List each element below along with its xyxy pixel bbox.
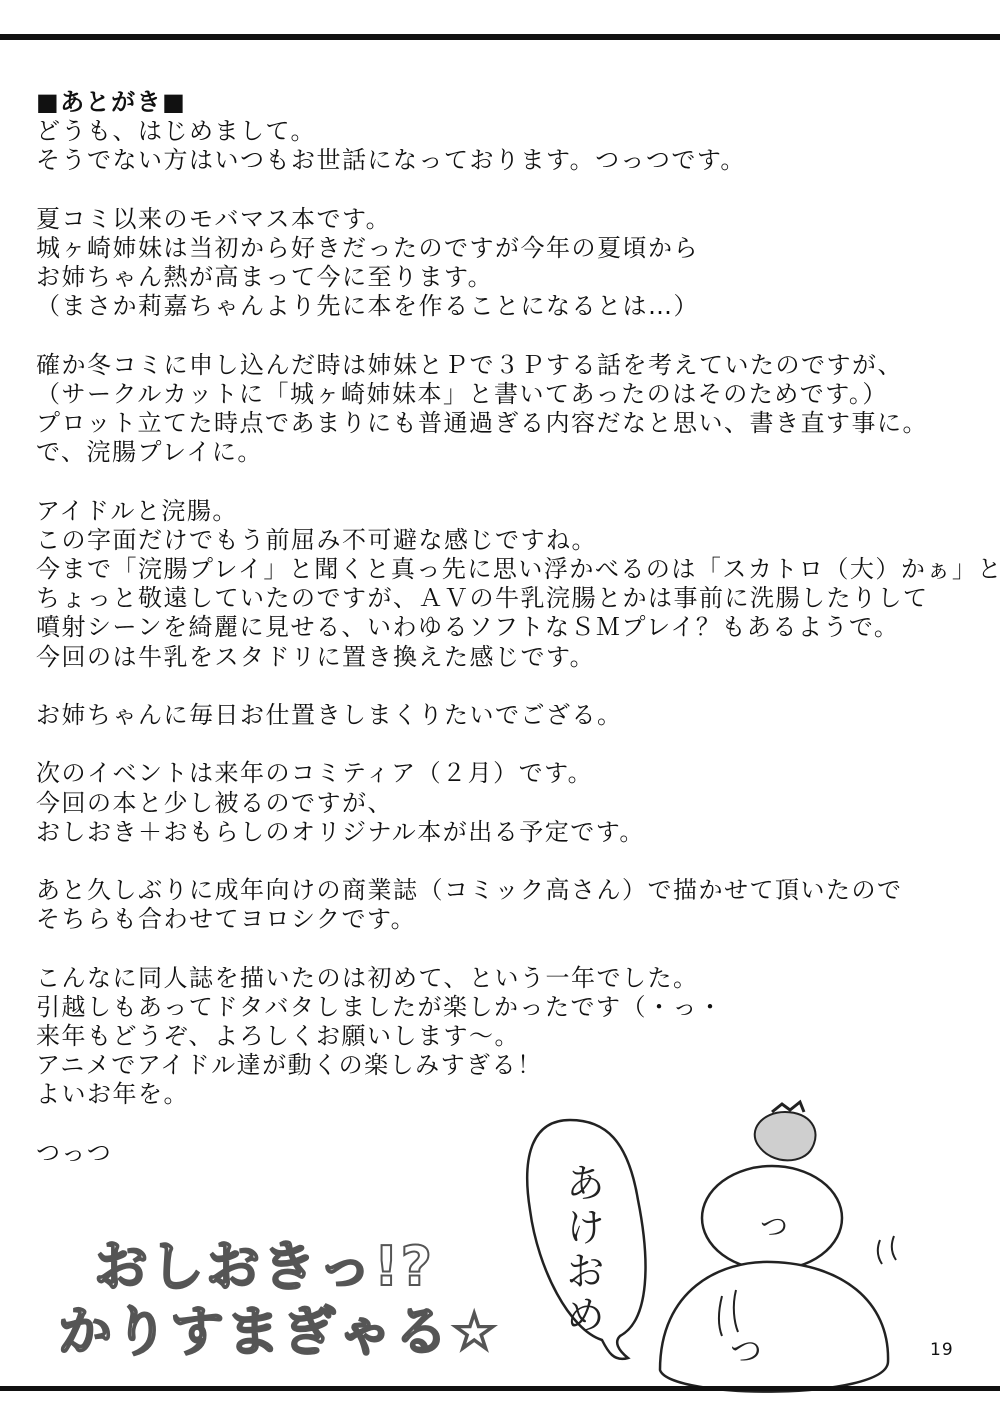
text-line: 今回の本と少し被るのですが、 — [36, 788, 393, 817]
paragraph — [36, 205, 966, 322]
text-line: 次のイベントは来年のコミティア（２月）です。 — [36, 759, 594, 788]
text-line: よいお年を。 — [36, 1080, 189, 1109]
afterword-heading: ■あとがき■ — [36, 88, 187, 116]
text-line: つっつ — [36, 1138, 113, 1167]
paragraph-gap — [36, 467, 966, 496]
text-line: 城ヶ崎姉妹は当初から好きだったのですが今年の夏頃から — [36, 233, 699, 262]
motion-lines — [878, 1236, 896, 1264]
text-line: どうも、はじめまして。 — [36, 117, 317, 146]
text-line: ちょっと敬遠していたのですが、ＡＶの牛乳浣腸とかは事前に洗腸したりして — [36, 584, 929, 613]
text-line: 引越しもあってドタバタしましたが楽しかったです（・っ・ — [36, 992, 724, 1021]
paragraph — [36, 876, 966, 934]
paragraph — [36, 117, 966, 175]
speech-bubble-text: あけおめ — [559, 1162, 605, 1338]
text-line: おしおき＋おもらしのオリジナル本が出る予定です。 — [36, 817, 645, 846]
text-line: 確か冬コミに申し込んだ時は姉妹とＰで３Ｐする話を考えていたのですが、 — [36, 350, 903, 379]
text-line: 来年もどうぞ、よろしくお願いします～。 — [36, 1022, 521, 1050]
snowman-body-face: つ — [730, 1332, 763, 1370]
title-line-1: おしおきっ!? — [94, 1235, 434, 1298]
paragraph — [36, 351, 966, 468]
page-number: 19 — [930, 1340, 954, 1360]
paragraph-gap — [36, 934, 966, 963]
new-year-doodle — [510, 1100, 970, 1390]
snowman-head-face: つ — [760, 1210, 789, 1243]
afterword-text — [36, 88, 1003, 1168]
paragraph-gap — [36, 322, 966, 351]
bottom-border — [0, 1386, 1000, 1391]
text-line: お姉ちゃん熱が高まって今に至ります。 — [36, 263, 494, 292]
text-line: 今回のは牛乳をスタドリに置き換えた感じです。 — [36, 642, 596, 671]
text-line: アイドルと浣腸。 — [36, 496, 238, 525]
text-line: こんなに同人誌を描いたのは初めて、という一年でした。 — [36, 963, 699, 992]
afterword-paragraphs — [36, 117, 1003, 1168]
text-line: プロット立てた時点であまりにも普通過ぎる内容だなと思い、書き直す事に。 — [36, 409, 929, 438]
paragraph-gap — [36, 730, 966, 759]
text-line: アニメでアイドル達が動くの楽しみすぎる！ — [36, 1051, 543, 1080]
text-line: 今まで「浣腸プレイ」と聞くと真っ先に思い浮かべるのは「スカトロ（大）かぁ」と — [36, 555, 1003, 583]
title-logo — [58, 1225, 501, 1365]
paragraph-gap — [36, 672, 966, 701]
text-line: （サークルカットに「城ヶ崎姉妹本」と書いてあったのはそのためです。） — [36, 379, 888, 408]
paragraph-gap — [36, 176, 966, 205]
text-line: この字面だけでもう前屈み不可避な感じですね。 — [36, 525, 597, 554]
snowman-body — [660, 1262, 888, 1392]
text-line: お姉ちゃんに毎日お仕置きしまくりたいでござる。 — [36, 700, 623, 729]
text-line: そちらも合わせてヨロシクです。 — [36, 905, 417, 934]
text-line: そうでない方はいつもお世話になっております。つっつです。 — [36, 146, 746, 175]
text-line: で、浣腸プレイに。 — [36, 438, 263, 467]
paragraph — [36, 701, 966, 730]
paragraph-gap — [36, 847, 966, 876]
text-line: 噴射シーンを綺麗に見せる、いわゆるソフトなＳＭプレイ？もあるようで。 — [36, 613, 900, 642]
paragraph — [36, 964, 966, 1110]
paragraph — [36, 496, 1003, 672]
paragraph — [36, 759, 966, 847]
text-line: （まさか莉嘉ちゃんより先に本を作ることになるとは…） — [36, 292, 699, 321]
strawberry-icon — [755, 1102, 816, 1160]
text-line: あと久しぶりに成年向けの商業誌（コミック高さん）で描かせて頂いたので — [36, 876, 903, 905]
title-line-2: かりすまぎゃる☆ — [58, 1300, 501, 1363]
top-border — [0, 34, 1000, 40]
text-line: 夏コミ以来のモバマス本です。 — [36, 204, 392, 233]
